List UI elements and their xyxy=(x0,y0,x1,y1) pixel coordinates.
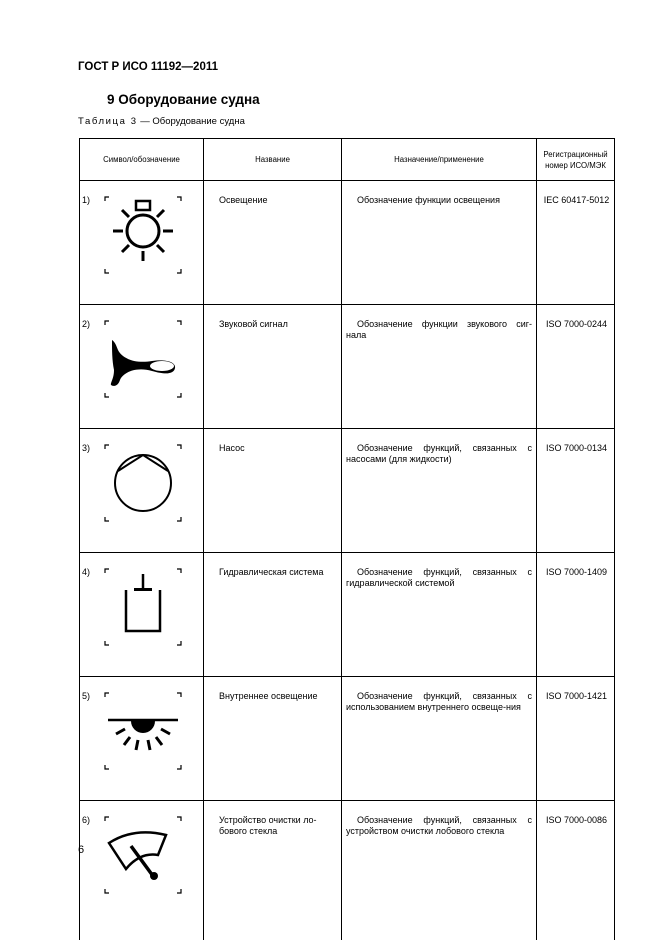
purpose-cell: Обозначение функции звукового сиг-нала xyxy=(342,305,537,429)
row-number: 6) xyxy=(82,815,90,825)
table-header-row xyxy=(80,139,615,181)
symbol-cell xyxy=(80,553,204,677)
table-row xyxy=(80,801,615,940)
row-number: 3) xyxy=(82,443,90,453)
table-label: Таблица 3 xyxy=(78,116,138,127)
column-header-name: Название xyxy=(204,139,342,181)
hydraulic-system-icon xyxy=(104,568,182,646)
table-row xyxy=(80,677,615,801)
purpose-cell: Обозначение функций, связанных с гидравлической системой xyxy=(342,553,537,677)
row-number: 4) xyxy=(82,567,90,577)
registration-cell: ISO 7000-0134 xyxy=(537,429,615,553)
purpose-cell: Обозначение функций, связанных с использованием внутреннего освеще-ния xyxy=(342,677,537,801)
page-number: 6 xyxy=(78,844,84,856)
column-header-symbol: Символ/обозначение xyxy=(80,139,204,181)
registration-cell: ISO 7000-1421 xyxy=(537,677,615,801)
row-number: 2) xyxy=(82,319,90,329)
standard-header: ГОСТ Р ИСО 11192—2011 xyxy=(78,61,218,73)
name-cell: Гидравлическая система xyxy=(204,553,342,677)
column-header-registration-line1: Регистрационный xyxy=(543,150,607,159)
section-title: 9 Оборудование судна xyxy=(107,92,260,107)
registration-cell: ISO 7000-1409 xyxy=(537,553,615,677)
table-row xyxy=(80,305,615,429)
purpose-cell: Обозначение функции освещения xyxy=(342,181,537,305)
column-header-registration-line2: номер ИСО/МЭК xyxy=(545,161,606,170)
symbol-cell xyxy=(80,801,204,940)
purpose-cell: Обозначение функций, связанных с насосами (для жидкости) xyxy=(342,429,537,553)
table-row xyxy=(80,429,615,553)
horn-icon xyxy=(104,320,182,398)
name-cell: Освещение xyxy=(204,181,342,305)
name-cell: Звуковой сигнал xyxy=(204,305,342,429)
pump-icon xyxy=(104,444,182,522)
name-cell: Внутреннее освещение xyxy=(204,677,342,801)
registration-cell: IEC 60417-5012 xyxy=(537,181,615,305)
table-row xyxy=(80,553,615,677)
lighting-icon xyxy=(104,196,182,274)
column-header-purpose: Назначение/применение xyxy=(342,139,537,181)
row-number: 1) xyxy=(82,195,90,205)
table-caption xyxy=(78,116,245,127)
column-header-registration xyxy=(537,139,615,181)
equipment-table xyxy=(79,138,615,940)
symbol-cell xyxy=(80,305,204,429)
symbol-cell xyxy=(80,677,204,801)
interior-lighting-icon xyxy=(104,692,182,770)
row-number: 5) xyxy=(82,691,90,701)
windscreen-wiper-icon xyxy=(104,816,182,894)
registration-cell: ISO 7000-0244 xyxy=(537,305,615,429)
symbol-cell xyxy=(80,181,204,305)
purpose-cell: Обозначение функций, связанных с устройством очистки лобового стекла xyxy=(342,801,537,940)
registration-cell: ISO 7000-0086 xyxy=(537,801,615,940)
name-cell: Насос xyxy=(204,429,342,553)
table-row xyxy=(80,181,615,305)
table-title: — Оборудование судна xyxy=(138,116,245,127)
symbol-cell xyxy=(80,429,204,553)
name-cell: Устройство очистки ло-бового стекла xyxy=(204,801,342,940)
